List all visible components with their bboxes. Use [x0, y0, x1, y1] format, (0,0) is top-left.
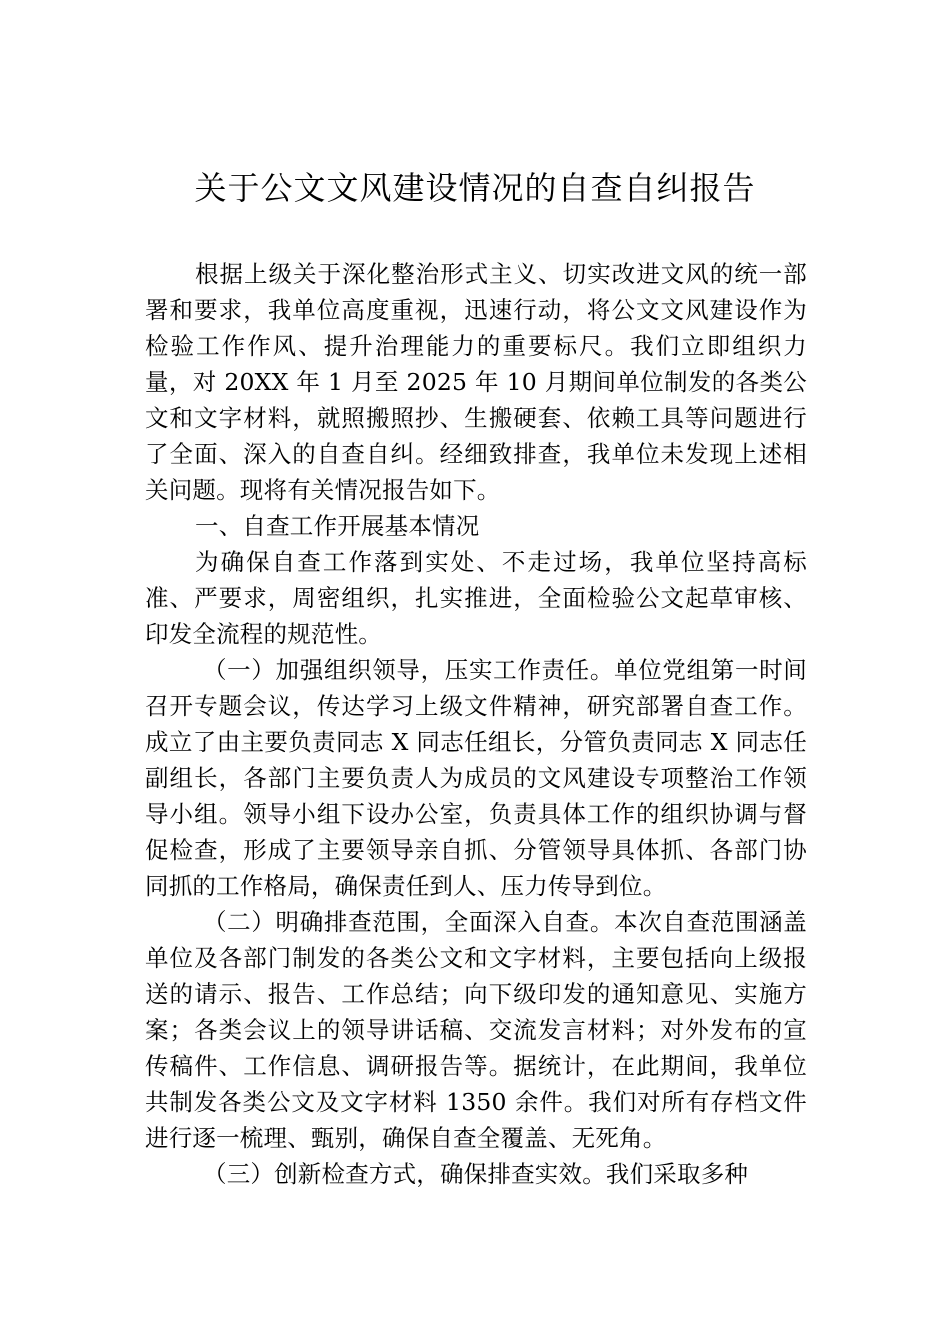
subsection-2-paragraph: （二）明确排查范围，全面深入自查。本次自查范围涵盖单位及各部门制发的各类公文和文字材料，主要包括向上级报送的请示、报告、工作总结；向下级印发的通知意见、实施方案；各类会议上的领导讲话稿、交流发言材料；对外发布的宣传稿件、工作信息、调研报告等。据统计，在此期间，我单位共制发各类公文及文字材料 1350 余件。我们对所有存档文件进行逐一梳理、甄别，确保自查全覆盖、无死角。: [145, 908, 807, 1152]
section-intro-paragraph: 为确保自查工作落到实处、不走过场，我单位坚持高标准、严要求，周密组织，扎实推进，全面检验公文起草审核、印发全流程的规范性。: [145, 548, 807, 648]
document-title: 关于公文文风建设情况的自查自纠报告: [194, 169, 756, 207]
subsection-3-paragraph: （三）创新检查方式，确保排查实效。我们采取多种: [203, 1160, 749, 1188]
section-heading-1: 一、自查工作开展基本情况: [195, 512, 480, 540]
subsection-1-paragraph: （一）加强组织领导，压实工作责任。单位党组第一时间召开专题会议，传达学习上级文件精神，研究部署自查工作。成立了由主要负责同志 X 同志任组长，分管负责同志 X 同志任副组长，各部门主要负责人为成员的文风建设专项整治工作领导小组。领导小组下设办公室，负责具体工作的组织协调与督促检查，形成了主要领导亲自抓、分管领导具体抓、各部门协同抓的工作格局，确保责任到人、压力传导到位。: [145, 656, 807, 900]
intro-paragraph: 根据上级关于深化整治形式主义、切实改进文风的统一部署和要求，我单位高度重视，迅速行动，将公文文风建设作为检验工作作风、提升治理能力的重要标尺。我们立即组织力量，对 20XX 年 1 月至 2025 年 10 月期间单位制发的各类公文和文字材料，就照搬照抄、生搬硬套、依赖工具等问题进行了全面、深入的自查自纠。经细致排查，我单位未发现上述相关问题。现将有关情况报告如下。: [145, 260, 807, 504]
document-body: [145, 256, 807, 1192]
